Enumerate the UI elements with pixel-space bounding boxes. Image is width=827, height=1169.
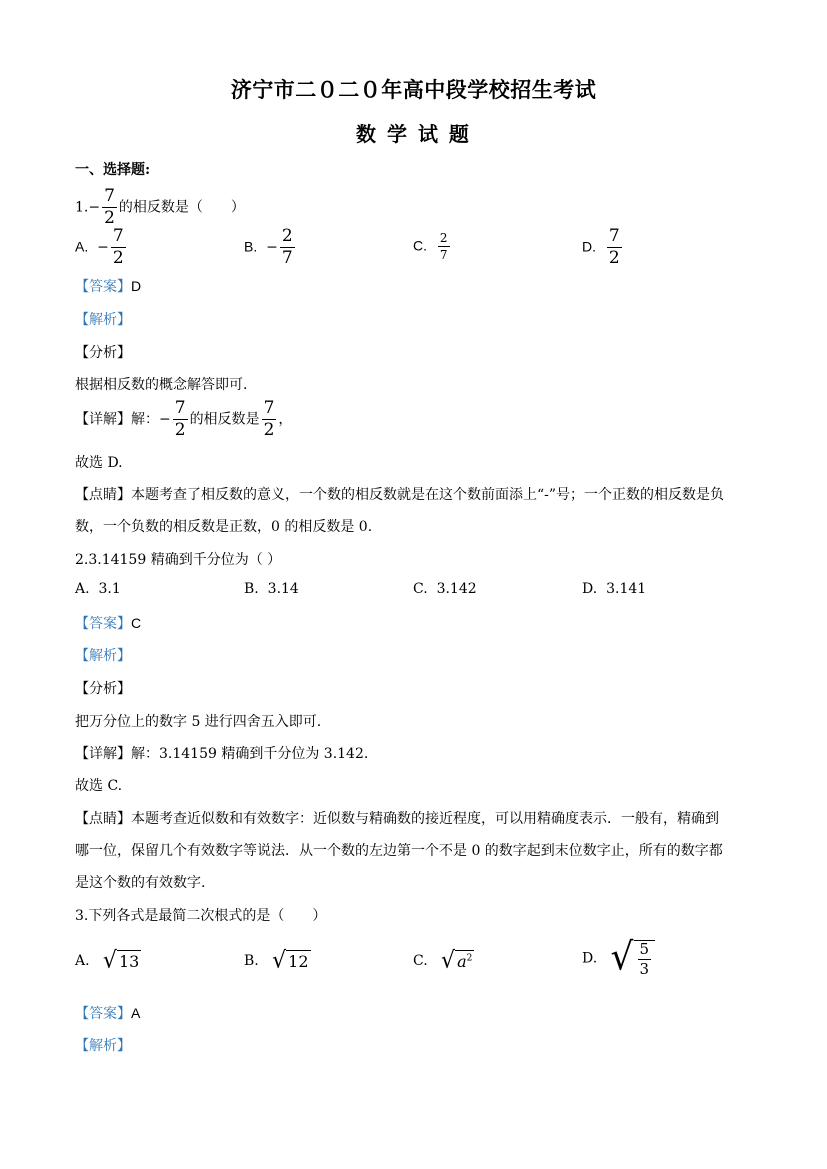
- sqrt-symbol: √ $\frac{5}{3}$: [611, 940, 656, 977]
- q1-detail: 【详解】解：− $\frac{7}{2}$ 的相反数是 $\frac{7}{2}$ ，: [75, 398, 293, 440]
- q2-comment-line1: 【点睛】本题考查近似数和有效数字：近似数与精确数的接近程度，可以用精确度表示．一般有，精确到: [75, 811, 719, 827]
- sqrt-symbol: √ 13: [102, 947, 140, 974]
- q1-fenxi-text: 根据相反数的概念解答即可.: [75, 377, 248, 393]
- sqrt-symbol: √ 12: [272, 947, 309, 974]
- page-title: 济宁市二０二０年高中段学校招生考试: [230, 77, 597, 102]
- q1-option-b[interactable]: B. − $\frac{2}{7}$: [244, 226, 293, 268]
- q3-analysis-tag: 【解析】: [75, 1038, 131, 1054]
- q3-option-a[interactable]: A. √ 13: [75, 947, 140, 974]
- q2-answer: 【答案】C: [75, 615, 142, 632]
- q1-fenxi-tag: 【分析】: [75, 345, 131, 361]
- question-1-stem: 1.− $\frac{7}{2}$ 的相反数是（ ）: [75, 186, 245, 228]
- q2-option-b[interactable]: B. 3.14: [244, 581, 299, 597]
- q1-comment-line1: 【点睛】本题考查了相反数的意义，一个数的相反数就是在这个数前面添上“-”号；一个正数的相反数是负: [75, 487, 725, 503]
- q2-option-d[interactable]: D. 3.141: [582, 581, 647, 597]
- q1-answer: 【答案】D: [75, 278, 142, 295]
- q2-fenxi-tag: 【分析】: [75, 681, 131, 697]
- q2-comment-line2: 哪一位，保留几个有效数字等说法．从一个数的左边第一个不是 0 的数字起到末位数字止，所有的数字都: [75, 843, 723, 859]
- q3-option-c[interactable]: C. √ $a^2$: [413, 947, 473, 974]
- q1-option-a[interactable]: A. − $\frac{7}{2}$: [75, 226, 124, 268]
- question-2-stem: 2.3.14159 精确到千分位为（ ）: [75, 552, 282, 568]
- q1-choose: 故选 D.: [75, 455, 123, 471]
- q1-option-d[interactable]: D. $\frac{7}{2}$: [582, 226, 620, 268]
- q2-option-a[interactable]: A. 3.1: [75, 581, 121, 597]
- q2-option-c[interactable]: C. 3.142: [413, 581, 477, 597]
- q1-option-c[interactable]: C. $\frac{2}{7}$: [413, 231, 448, 262]
- section-heading: 一、选择题:: [75, 162, 151, 178]
- q3-option-b[interactable]: B. √ 12: [244, 947, 309, 974]
- q3-option-d[interactable]: D. √ $\frac{5}{3}$: [582, 940, 655, 977]
- sqrt-symbol: √ $a^2$: [441, 947, 473, 974]
- q3-answer: 【答案】A: [75, 1005, 141, 1022]
- page-subtitle: 数 学 试 题: [356, 122, 471, 146]
- q1-comment-line2: 数，一个负数的相反数是正数，0 的相反数是 0.: [75, 519, 373, 535]
- q1-analysis-tag: 【解析】: [75, 312, 131, 328]
- q2-fenxi-text: 把万分位上的数字 5 进行四舍五入即可.: [75, 714, 322, 730]
- q2-choose: 故选 C.: [75, 778, 123, 794]
- question-3-stem: 3.下列各式是最简二次根式的是（ ）: [75, 908, 327, 924]
- q2-detail: 【详解】解：3.14159 精确到千分位为 3.142.: [75, 746, 369, 762]
- q2-analysis-tag: 【解析】: [75, 648, 131, 664]
- q2-comment-line3: 是这个数的有效数字.: [75, 875, 206, 891]
